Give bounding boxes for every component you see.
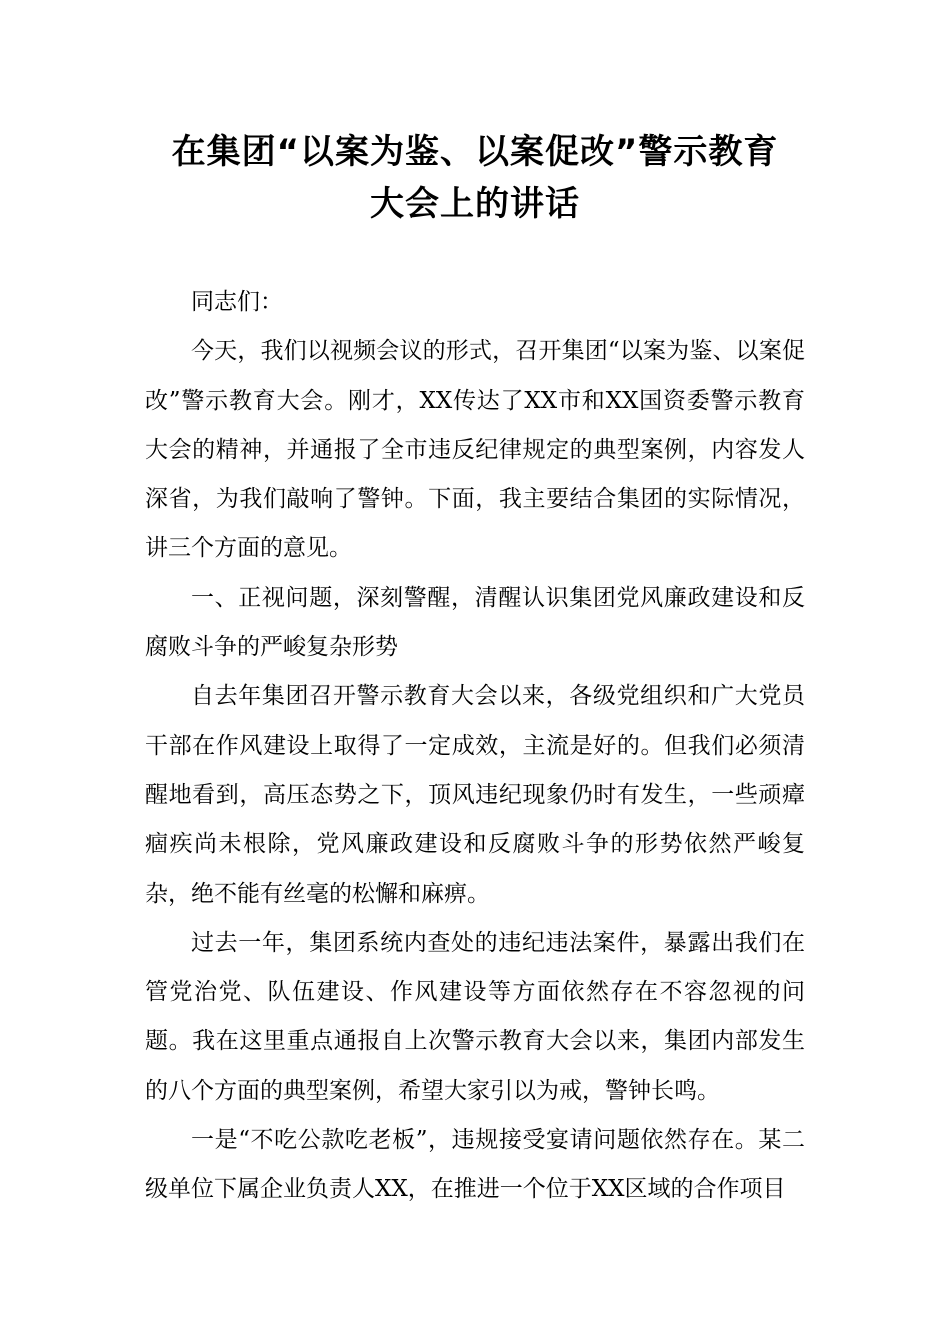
paragraph-case-1: 一是“不吃公款吃老板”，违规接受宴请问题依然存在。某二级单位下属企业负责人XX，在推进一个位于XX区域的合作项目	[145, 1127, 805, 1203]
salutation: 同志们：	[191, 289, 283, 315]
section-heading-1: 一、正视问题，深刻警醒，清醒认识集团党风廉政建设和反腐败斗争的严峻复杂形势	[145, 584, 805, 661]
paragraph-situation: 自去年集团召开警示教育大会以来，各级党组织和广大党员干部在作风建设上取得了一定成效，主流是好的。但我们必须清醒地看到，高压态势之下，顶风违纪现象仍时有发生，一些顽瘴痼疾尚未根除，党风廉政建设和反腐败斗争的形势依然严峻复杂，绝不能有丝毫的松懈和麻痹。	[145, 683, 805, 907]
paragraph-cases-intro: 过去一年，集团系统内查处的违纪违法案件，暴露出我们在管党治党、队伍建设、作风建设等方面依然存在不容忽视的问题。我在这里重点通报自上次警示教育大会以来，集团内部发生的八个方面的典型案例，希望大家引以为戒，警钟长鸣。	[145, 929, 805, 1104]
title-line-1: 在集团“以案为鉴、以案促改”警示教育	[171, 132, 779, 172]
title-line-2: 大会上的讲话	[370, 184, 580, 224]
document-title	[145, 126, 805, 230]
paragraph-intro: 今天，我们以视频会议的形式，召开集团“以案为鉴、以案促改”警示教育大会。刚才，XX传达了XX市和XX国资委警示教育大会的精神，并通报了全市违反纪律规定的典型案例，内容发人深省，为我们敲响了警钟。下面，我主要结合集团的实际情况，讲三个方面的意见。	[145, 338, 805, 562]
document-body	[145, 278, 805, 1215]
